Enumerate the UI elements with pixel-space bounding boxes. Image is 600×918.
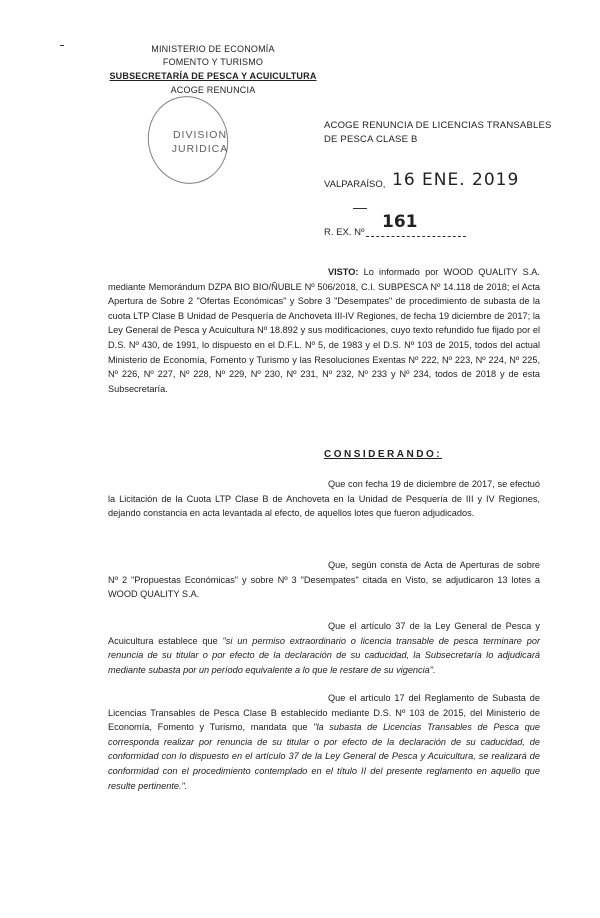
ministry-line-2: FOMENTO Y TURISMO	[162, 57, 264, 67]
rex-number: 161	[382, 212, 418, 232]
considerando-4-lead: Que el artículo 17 del Reglamento de Subasta de Licencias Transables de Pesca Clase B establecido mediante D.S. Nº 103 de 2015, del Ministerio de Economía, Fomento y Turismo, mandata que	[108, 693, 540, 733]
subsecretaria-title: SUBSECRETARÍA DE PESCA Y ACUICULTURA	[109, 71, 317, 81]
resolution-subject: ACOGE RENUNCIA DE LICENCIAS TRANSABLES DE PESCA CLASE B	[324, 120, 552, 145]
margin-mark	[60, 45, 64, 46]
date-stamp: 16 ENE. 2019	[392, 170, 520, 190]
considerando-3-lead: Que el artículo 37 de la Ley General de Pesca y Acuicultura establece que	[108, 621, 540, 646]
rex-label: R. EX. Nº	[324, 227, 365, 238]
dash-mark	[353, 208, 367, 209]
considerando-3-quote: "si un permiso extraordinario o licencia transable de pesca terminare por renuncia de su titular o por efecto de la declaración de su caducidad, la Subsecretaría lo adjudicará mediante subasta por un período equivalente a lo que le restare de su vigencia".	[108, 635, 540, 675]
city-label: VALPARAÍSO,	[324, 179, 386, 190]
considerando-heading: CONSIDERANDO:	[324, 449, 443, 460]
considerando-2-text: Que, según consta de Acta de Aperturas de sobre Nº 2 "Propuestas Económicas" y sobre Nº 3 "Desempates" citada en Visto, se adjudicaron 13 lotes a WOOD QUALITY S.A.	[108, 560, 540, 600]
visto-text: Lo informado por WOOD QUALITY S.A. mediante Memorándum DZPA BIO BIO/ÑUBLE Nº 506/2018, C.I. SUBPESCA Nº 14.118 de 2018; el Acta Apertura de Sobre 2 "Ofertas Económicas" y Sobre 3 "Desempates" de procedimiento de subasta de la cuota LTP Clase B Unidad de Pesquería de Anchoveta III-IV Regiones, de fecha 19 diciembre de 2017; la Ley General de Pesca y Acuicultura Nº 18.892 y sus modificaciones, cuyo texto refundido fue fijado por el D.S. Nº 430, de 1991, lo dispuesto en el D.F.L. Nº 5, de 1983 y el D.S. Nº 103 de 2015, todos del actual Ministerio de Economía, Fomento y Turismo y las Resoluciones Exentas Nº 222, Nº 223, Nº 224, Nº 225, Nº 226, Nº 227, Nº 228, Nº 229, Nº 230, Nº 231, Nº 232, Nº 233 y Nº 234, todos de 2018 y de esta Subsecretaría.	[108, 267, 540, 394]
considerando-paragraph-3	[108, 619, 540, 677]
visto-paragraph	[108, 265, 540, 396]
visto-label: VISTO:	[328, 267, 359, 277]
rex-underline	[366, 236, 466, 237]
considerando-paragraph-1	[108, 477, 540, 521]
considerando-paragraph-2	[108, 558, 540, 602]
ministry-line-1: MINISTERIO DE ECONOMÍA	[151, 44, 275, 54]
stamp-line-1: DIVISION	[172, 129, 228, 141]
stamp-line-2: JURIDICA	[171, 143, 229, 155]
considerando-1-text: Que con fecha 19 de diciembre de 2017, se efectuó la Licitación de la Cuota LTP Clase B de Anchoveta en la Unidad de Pesquería de III y IV Regiones, dejando constancia en acta levantada al efecto, de aquellos lotes que fueron adjudicados.	[108, 479, 540, 519]
considerando-4-quote: "la subasta de Licencias Transables de Pesca que corresponda realizar por renuncia de su titular o por efecto de la declaración de su caducidad, de conformidad con lo dispuesto en el artículo 37 de la Ley General de Pesca y Acuicultura, se realizará de conformidad con el procedimiento contemplado en el título II del presente reglamento en aquello que resulte pertinente.".	[108, 722, 540, 791]
considerando-paragraph-4	[108, 691, 540, 793]
stamp-text	[170, 128, 230, 156]
header-subject-label: ACOGE RENUNCIA	[170, 85, 256, 95]
